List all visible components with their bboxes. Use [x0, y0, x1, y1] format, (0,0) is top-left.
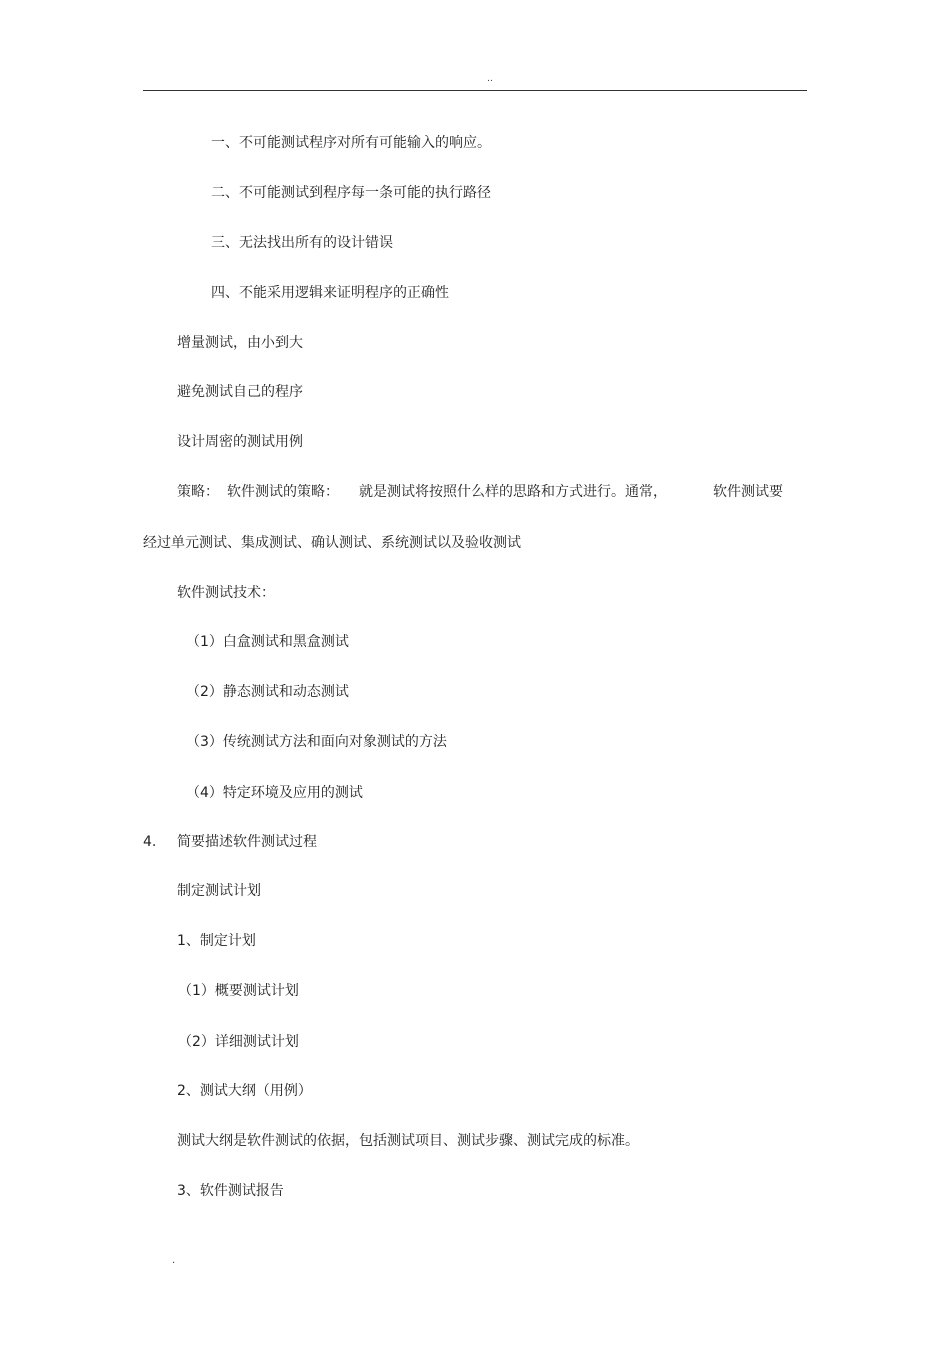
- paragraph-line: 设计周密的测试用例: [177, 434, 303, 450]
- paragraph-line: 一、不可能测试程序对所有可能输入的响应。: [211, 135, 491, 151]
- strategy-term: 软件测试的策略：: [227, 484, 339, 500]
- list-item: （1）白盒测试和黑盒测试: [186, 634, 349, 650]
- question-title: 简要描述软件测试过程: [177, 834, 317, 850]
- list-item: （3）传统测试方法和面向对象测试的方法: [186, 734, 447, 750]
- list-item: （2）静态测试和动态测试: [186, 684, 349, 700]
- header-rule: [143, 90, 807, 91]
- strategy-text: 就是测试将按照什么样的思路和方式进行。通常，: [359, 484, 667, 500]
- strategy-label: 策略：: [177, 484, 219, 500]
- paragraph-line: 2、测试大纲（用例）: [177, 1083, 312, 1099]
- paragraph-line: 制定测试计划: [177, 883, 261, 899]
- paragraph-line: 增量测试，由小到大: [177, 335, 303, 351]
- paragraph-line: 二、不可能测试到程序每一条可能的执行路径: [211, 185, 491, 201]
- strategy-text-end: 软件测试要: [713, 484, 783, 500]
- header-mark: ..: [487, 74, 493, 84]
- paragraph-line: 三、无法找出所有的设计错误: [211, 235, 393, 251]
- list-item: （4）特定环境及应用的测试: [186, 785, 363, 801]
- strategy-line: [177, 483, 783, 501]
- list-item: （1）概要测试计划: [178, 983, 299, 999]
- paragraph-line: 避免测试自己的程序: [177, 384, 303, 400]
- section-heading: 软件测试技术：: [177, 585, 275, 601]
- paragraph-line: 测试大纲是软件测试的依据，包括测试项目、测试步骤、测试完成的标准。: [177, 1133, 639, 1149]
- paragraph-line: 3、软件测试报告: [177, 1183, 284, 1199]
- question-number: 4.: [143, 834, 157, 850]
- paragraph-line: 1、制定计划: [177, 933, 256, 949]
- paragraph-line: 四、不能采用逻辑来证明程序的正确性: [211, 285, 449, 301]
- footer-mark: .: [172, 1255, 176, 1266]
- paragraph-line: 经过单元测试、集成测试、确认测试、系统测试以及验收测试: [143, 535, 521, 551]
- list-item: （2）详细测试计划: [178, 1034, 299, 1050]
